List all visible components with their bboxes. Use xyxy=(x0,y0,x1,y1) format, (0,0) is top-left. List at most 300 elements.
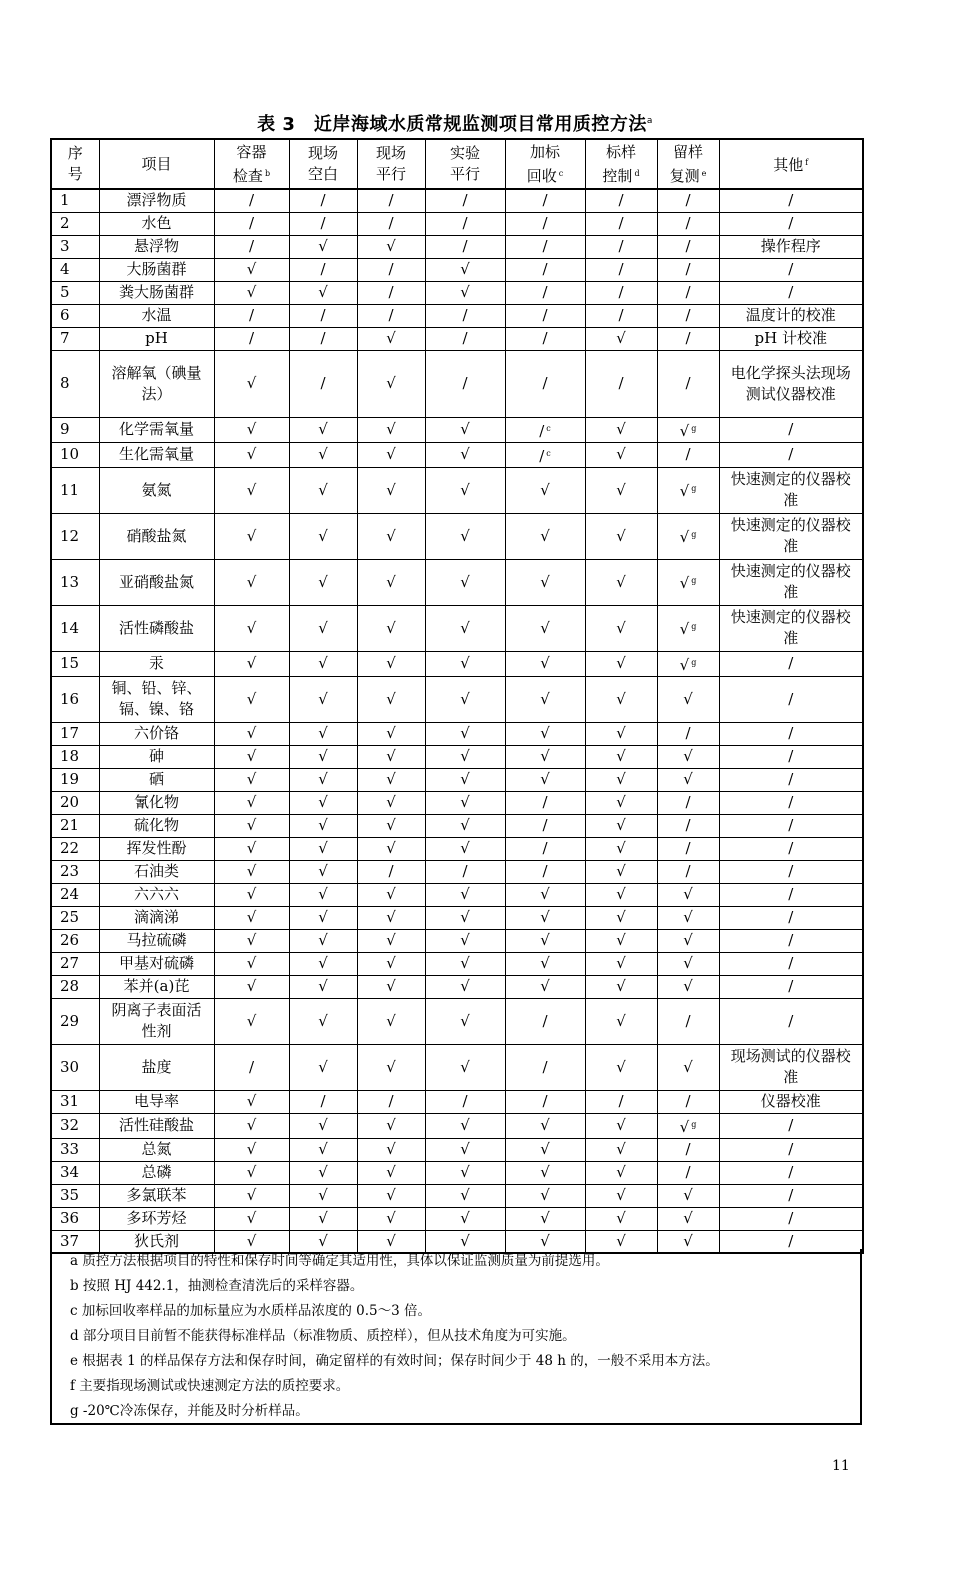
qc-cell: √ xyxy=(585,467,657,513)
qc-cell: / xyxy=(585,189,657,212)
qc-cell: / xyxy=(505,1090,585,1113)
qc-cell: √ xyxy=(505,929,585,952)
qc-cell: √ xyxy=(425,651,505,676)
qc-cell: √ xyxy=(214,952,289,975)
qc-cell: / xyxy=(357,212,425,235)
qc-cell: √ xyxy=(425,1044,505,1090)
qc-cell: √ $^g$ xyxy=(657,559,719,605)
table-row xyxy=(51,212,863,235)
row-number: 6 xyxy=(51,304,99,327)
table-row xyxy=(51,467,863,513)
qc-cell: √ xyxy=(505,975,585,998)
qc-cell: √ xyxy=(585,676,657,722)
qc-cell: / xyxy=(657,722,719,745)
item-name: 石油类 xyxy=(99,860,214,883)
other-method: / xyxy=(719,281,863,304)
qc-cell: √ xyxy=(289,1230,357,1253)
other-method: / xyxy=(719,676,863,722)
qc-cell: / xyxy=(657,1090,719,1113)
other-method: / xyxy=(719,651,863,676)
qc-cell: / xyxy=(357,304,425,327)
qc-cell: √ xyxy=(214,467,289,513)
qc-cell: √ xyxy=(585,745,657,768)
qc-cell: / xyxy=(657,860,719,883)
row-number: 11 xyxy=(51,467,99,513)
qc-cell: √ $^g$ xyxy=(657,513,719,559)
item-name: 漂浮物质 xyxy=(99,189,214,212)
qc-cell: √ xyxy=(214,883,289,906)
qc-cell: √ xyxy=(585,559,657,605)
table-row xyxy=(51,791,863,814)
qc-cell: / xyxy=(505,189,585,212)
other-method: 快速测定的仪器校准 xyxy=(719,467,863,513)
qc-cell: √ xyxy=(214,1113,289,1138)
qc-cell: / xyxy=(585,1090,657,1113)
qc-cell: √ xyxy=(585,1230,657,1253)
table-row xyxy=(51,975,863,998)
qc-cell: √ $^g$ xyxy=(657,605,719,651)
row-number: 34 xyxy=(51,1161,99,1184)
row-number: 29 xyxy=(51,998,99,1044)
qc-cell: / xyxy=(505,212,585,235)
qc-cell: √ xyxy=(289,1113,357,1138)
qc-cell: / $^c$ xyxy=(505,442,585,467)
table-row xyxy=(51,1090,863,1113)
qc-cell: √ xyxy=(289,722,357,745)
page-number: 11 xyxy=(832,1458,850,1474)
qc-cell: √ xyxy=(425,559,505,605)
header-cell: 留样 复测 $^e$ xyxy=(657,139,719,189)
item-name: 大肠菌群 xyxy=(99,258,214,281)
table-row xyxy=(51,1161,863,1184)
qc-cell: √ xyxy=(585,929,657,952)
qc-cell: / xyxy=(505,860,585,883)
qc-cell: √ xyxy=(425,998,505,1044)
row-number: 30 xyxy=(51,1044,99,1090)
qc-cell: √ xyxy=(585,952,657,975)
qc-cell: √ xyxy=(425,1184,505,1207)
qc-cell: √ xyxy=(289,442,357,467)
qc-cell: √ xyxy=(585,1113,657,1138)
item-name: 滴滴涕 xyxy=(99,906,214,929)
table-row xyxy=(51,651,863,676)
qc-cell: / xyxy=(657,814,719,837)
qc-cell: √ xyxy=(214,442,289,467)
table-row xyxy=(51,1113,863,1138)
qc-cell: √ $^g$ xyxy=(657,1113,719,1138)
other-method: / xyxy=(719,837,863,860)
other-method: 快速测定的仪器校准 xyxy=(719,605,863,651)
table-row xyxy=(51,258,863,281)
row-number: 35 xyxy=(51,1184,99,1207)
qc-cell: √ xyxy=(214,651,289,676)
table-row xyxy=(51,676,863,722)
item-name: 铜、铅、锌、镉、镍、铬 xyxy=(99,676,214,722)
header-cell: 容器 检查 $^b$ xyxy=(214,139,289,189)
header-cell: 项目 xyxy=(99,139,214,189)
qc-cell: / xyxy=(505,327,585,350)
qc-cell: √ xyxy=(505,513,585,559)
qc-cell: √ xyxy=(585,605,657,651)
qc-cell: / xyxy=(214,189,289,212)
other-method: 仪器校准 xyxy=(719,1090,863,1113)
qc-cell: √ xyxy=(214,929,289,952)
other-method: 快速测定的仪器校准 xyxy=(719,513,863,559)
qc-cell: / xyxy=(289,327,357,350)
row-number: 23 xyxy=(51,860,99,883)
item-name: 多氯联苯 xyxy=(99,1184,214,1207)
qc-cell: √ xyxy=(657,1184,719,1207)
qc-cell: √ xyxy=(425,837,505,860)
row-number: 1 xyxy=(51,189,99,212)
other-method: / xyxy=(719,814,863,837)
qc-cell: / xyxy=(289,212,357,235)
qc-cell: √ xyxy=(425,1207,505,1230)
qc-cell: √ xyxy=(585,722,657,745)
qc-cell: / xyxy=(425,350,505,417)
qc-cell: √ xyxy=(357,906,425,929)
item-name: 盐度 xyxy=(99,1044,214,1090)
qc-cell: / xyxy=(657,1138,719,1161)
qc-cell: √ xyxy=(289,791,357,814)
qc-cell: √ xyxy=(505,1161,585,1184)
row-number: 7 xyxy=(51,327,99,350)
footnote: d 部分项目目前暂不能获得标准样品（标准物质、质控样），但从技术角度为可实施。 xyxy=(70,1328,576,1344)
qc-cell: √ xyxy=(585,837,657,860)
qc-cell: √ xyxy=(425,1113,505,1138)
qc-cell: √ xyxy=(289,559,357,605)
item-name: 阴离子表面活性剂 xyxy=(99,998,214,1044)
header-cell: 现场 空白 xyxy=(289,139,357,189)
qc-cell: √ xyxy=(585,998,657,1044)
footnotes xyxy=(50,1249,862,1425)
qc-cell: √ xyxy=(585,417,657,442)
qc-cell: / xyxy=(585,235,657,258)
qc-cell: √ xyxy=(585,1044,657,1090)
item-name: 六六六 xyxy=(99,883,214,906)
other-method: 电化学探头法现场测试仪器校准 xyxy=(719,350,863,417)
footnote: e 根据表 1 的样品保存方法和保存时间，确定留样的有效时间；保存时间少于 48 h 的，一般不采用本方法。 xyxy=(70,1353,719,1369)
qc-cell: / xyxy=(657,258,719,281)
qc-cell: √ xyxy=(289,1184,357,1207)
row-number: 33 xyxy=(51,1138,99,1161)
row-number: 8 xyxy=(51,350,99,417)
qc-cell: √ xyxy=(425,676,505,722)
qc-cell: / xyxy=(585,258,657,281)
qc-cell: √ xyxy=(657,883,719,906)
footnote: g -20℃冷冻保存，并能及时分析样品。 xyxy=(70,1403,309,1419)
qc-cell: √ xyxy=(505,1207,585,1230)
qc-cell: √ xyxy=(357,998,425,1044)
item-name: 砷 xyxy=(99,745,214,768)
other-method: / xyxy=(719,929,863,952)
qc-cell: / xyxy=(214,235,289,258)
qc-cell: √ xyxy=(425,745,505,768)
qc-cell: / xyxy=(585,281,657,304)
table-row xyxy=(51,883,863,906)
qc-cell: √ xyxy=(357,417,425,442)
row-number: 4 xyxy=(51,258,99,281)
qc-cell: √ xyxy=(357,722,425,745)
item-name: 活性硅酸盐 xyxy=(99,1113,214,1138)
table-title: 表 3 近岸海域水质常规监测项目常用质控方法$^a$ xyxy=(257,114,653,135)
qc-cell: √ xyxy=(214,1207,289,1230)
qc-cell: √ xyxy=(505,559,585,605)
item-name: 总氮 xyxy=(99,1138,214,1161)
other-method: / xyxy=(719,1184,863,1207)
qc-cell: √ xyxy=(425,929,505,952)
qc-cell: √ xyxy=(289,1044,357,1090)
row-number: 14 xyxy=(51,605,99,651)
qc-cell: √ xyxy=(357,1207,425,1230)
header-cell: 其他 $^f$ xyxy=(719,139,863,189)
qc-cell: / xyxy=(505,281,585,304)
footnote: a 质控方法根据项目的特性和保存时间等确定其适用性，具体以保证监测质量为前提选用。 xyxy=(70,1253,609,1269)
qc-cell: √ xyxy=(357,467,425,513)
qc-cell: / xyxy=(289,1090,357,1113)
qc-cell: √ xyxy=(505,605,585,651)
qc-cell: √ xyxy=(585,1184,657,1207)
qc-cell: √ xyxy=(214,417,289,442)
qc-methods-table xyxy=(50,138,864,1254)
row-number: 19 xyxy=(51,768,99,791)
qc-cell: √ xyxy=(289,814,357,837)
qc-cell: / xyxy=(214,327,289,350)
qc-cell: √ xyxy=(214,350,289,417)
qc-cell: √ xyxy=(357,837,425,860)
qc-cell: √ xyxy=(289,768,357,791)
qc-cell: √ xyxy=(585,814,657,837)
table-row xyxy=(51,281,863,304)
qc-cell: √ xyxy=(289,1161,357,1184)
qc-cell: √ xyxy=(357,1230,425,1253)
qc-cell: √ xyxy=(425,814,505,837)
qc-cell: √ xyxy=(289,837,357,860)
other-method: / xyxy=(719,1138,863,1161)
header-cell: 实验 平行 xyxy=(425,139,505,189)
qc-cell: / xyxy=(657,350,719,417)
qc-cell: √ xyxy=(657,745,719,768)
qc-cell: / xyxy=(425,327,505,350)
qc-cell: √ xyxy=(214,559,289,605)
qc-cell: √ xyxy=(657,975,719,998)
qc-cell: √ xyxy=(357,327,425,350)
row-number: 22 xyxy=(51,837,99,860)
qc-cell: √ xyxy=(357,745,425,768)
qc-cell: / xyxy=(425,304,505,327)
qc-cell: √ xyxy=(289,605,357,651)
qc-cell: / xyxy=(657,212,719,235)
qc-cell: √ xyxy=(425,722,505,745)
row-number: 9 xyxy=(51,417,99,442)
row-number: 20 xyxy=(51,791,99,814)
qc-cell: √ xyxy=(425,281,505,304)
qc-cell: / xyxy=(505,837,585,860)
header-cell: 标样 控制 $^d$ xyxy=(585,139,657,189)
table-row xyxy=(51,442,863,467)
row-number: 3 xyxy=(51,235,99,258)
qc-cell: / xyxy=(585,212,657,235)
qc-cell: √ xyxy=(425,906,505,929)
row-number: 15 xyxy=(51,651,99,676)
table-row xyxy=(51,327,863,350)
qc-cell: √ xyxy=(657,1207,719,1230)
qc-cell: √ xyxy=(289,417,357,442)
item-name: 氰化物 xyxy=(99,791,214,814)
other-method: / xyxy=(719,1230,863,1253)
table-row xyxy=(51,304,863,327)
qc-cell: √ xyxy=(289,235,357,258)
other-method: / xyxy=(719,745,863,768)
other-method: 操作程序 xyxy=(719,235,863,258)
row-number: 13 xyxy=(51,559,99,605)
qc-cell: √ xyxy=(214,1090,289,1113)
row-number: 10 xyxy=(51,442,99,467)
qc-cell: √ xyxy=(505,906,585,929)
qc-cell: / xyxy=(289,304,357,327)
qc-cell: / xyxy=(657,304,719,327)
qc-cell: / xyxy=(505,258,585,281)
qc-cell: √ xyxy=(357,1044,425,1090)
qc-cell: / xyxy=(657,327,719,350)
qc-cell: / xyxy=(505,1044,585,1090)
qc-cell: √ xyxy=(425,605,505,651)
table-row xyxy=(51,929,863,952)
qc-cell: √ xyxy=(585,906,657,929)
qc-cell: √ xyxy=(357,513,425,559)
row-number: 25 xyxy=(51,906,99,929)
qc-cell: √ xyxy=(214,998,289,1044)
qc-cell: / xyxy=(357,258,425,281)
qc-cell: √ xyxy=(357,1184,425,1207)
qc-cell: √ xyxy=(357,235,425,258)
qc-cell: √ xyxy=(657,1044,719,1090)
qc-cell: √ xyxy=(657,1230,719,1253)
qc-cell: / xyxy=(425,189,505,212)
other-method: 快速测定的仪器校准 xyxy=(719,559,863,605)
qc-cell: / $^c$ xyxy=(505,417,585,442)
qc-cell: √ xyxy=(214,837,289,860)
qc-cell: √ xyxy=(214,281,289,304)
qc-cell: √ xyxy=(505,883,585,906)
qc-cell: / xyxy=(214,1044,289,1090)
qc-cell: √ xyxy=(505,952,585,975)
qc-cell: √ xyxy=(657,929,719,952)
qc-cell: √ xyxy=(505,651,585,676)
other-method: / xyxy=(719,1207,863,1230)
qc-cell: √ $^g$ xyxy=(657,651,719,676)
qc-cell: √ xyxy=(289,998,357,1044)
qc-cell: √ xyxy=(289,651,357,676)
qc-cell: √ xyxy=(425,258,505,281)
row-number: 24 xyxy=(51,883,99,906)
table-row xyxy=(51,235,863,258)
qc-cell: √ xyxy=(585,327,657,350)
table-row xyxy=(51,559,863,605)
row-number: 37 xyxy=(51,1230,99,1253)
qc-cell: √ xyxy=(585,1138,657,1161)
table-row xyxy=(51,745,863,768)
qc-cell: √ xyxy=(214,975,289,998)
qc-cell: √ xyxy=(505,676,585,722)
qc-cell: √ xyxy=(357,651,425,676)
table-row xyxy=(51,1184,863,1207)
qc-cell: / xyxy=(657,235,719,258)
footnote: b 按照 HJ 442.1，抽测检查清洗后的采样容器。 xyxy=(70,1278,364,1294)
qc-cell: √ xyxy=(357,929,425,952)
row-number: 5 xyxy=(51,281,99,304)
qc-cell: √ xyxy=(289,513,357,559)
qc-cell: √ xyxy=(425,417,505,442)
other-method: / xyxy=(719,768,863,791)
other-method: / xyxy=(719,1161,863,1184)
qc-cell: √ xyxy=(505,768,585,791)
table-row xyxy=(51,350,863,417)
row-number: 28 xyxy=(51,975,99,998)
qc-cell: √ xyxy=(214,1138,289,1161)
qc-cell: √ $^g$ xyxy=(657,417,719,442)
qc-cell: √ xyxy=(357,952,425,975)
other-method: pH 计校准 xyxy=(719,327,863,350)
item-name: 甲基对硫磷 xyxy=(99,952,214,975)
qc-cell: √ xyxy=(657,906,719,929)
qc-cell: √ xyxy=(505,1184,585,1207)
qc-cell: / xyxy=(425,860,505,883)
qc-cell: √ xyxy=(357,768,425,791)
table-row xyxy=(51,768,863,791)
qc-cell: √ xyxy=(425,1230,505,1253)
table-row xyxy=(51,860,863,883)
qc-cell: √ xyxy=(585,768,657,791)
qc-cell: / xyxy=(657,791,719,814)
footnote: c 加标回收率样品的加标量应为水质样品浓度的 0.5～3 倍。 xyxy=(70,1303,431,1319)
other-method: / xyxy=(719,258,863,281)
row-number: 31 xyxy=(51,1090,99,1113)
table-row xyxy=(51,1138,863,1161)
qc-cell: √ xyxy=(425,1161,505,1184)
qc-cell: √ xyxy=(657,952,719,975)
row-number: 26 xyxy=(51,929,99,952)
qc-cell: √ xyxy=(425,513,505,559)
qc-cell: √ xyxy=(425,883,505,906)
item-name: 总磷 xyxy=(99,1161,214,1184)
item-name: 生化需氧量 xyxy=(99,442,214,467)
qc-cell: √ xyxy=(657,768,719,791)
qc-cell: √ xyxy=(585,883,657,906)
table-row xyxy=(51,998,863,1044)
qc-cell: √ xyxy=(357,1161,425,1184)
qc-cell: √ xyxy=(357,559,425,605)
table-row xyxy=(51,814,863,837)
qc-cell: / xyxy=(214,212,289,235)
qc-cell: √ xyxy=(357,605,425,651)
qc-cell: √ xyxy=(289,975,357,998)
qc-cell: √ xyxy=(585,442,657,467)
qc-cell: √ xyxy=(289,906,357,929)
item-name: 水温 xyxy=(99,304,214,327)
qc-cell: √ xyxy=(585,651,657,676)
qc-cell: / xyxy=(657,281,719,304)
other-method: / xyxy=(719,791,863,814)
item-name: 粪大肠菌群 xyxy=(99,281,214,304)
qc-cell: √ xyxy=(214,513,289,559)
item-name: 硒 xyxy=(99,768,214,791)
table-row xyxy=(51,1207,863,1230)
qc-cell: √ xyxy=(505,467,585,513)
qc-cell: / xyxy=(657,998,719,1044)
qc-cell: √ xyxy=(585,860,657,883)
qc-cell: √ xyxy=(505,1113,585,1138)
